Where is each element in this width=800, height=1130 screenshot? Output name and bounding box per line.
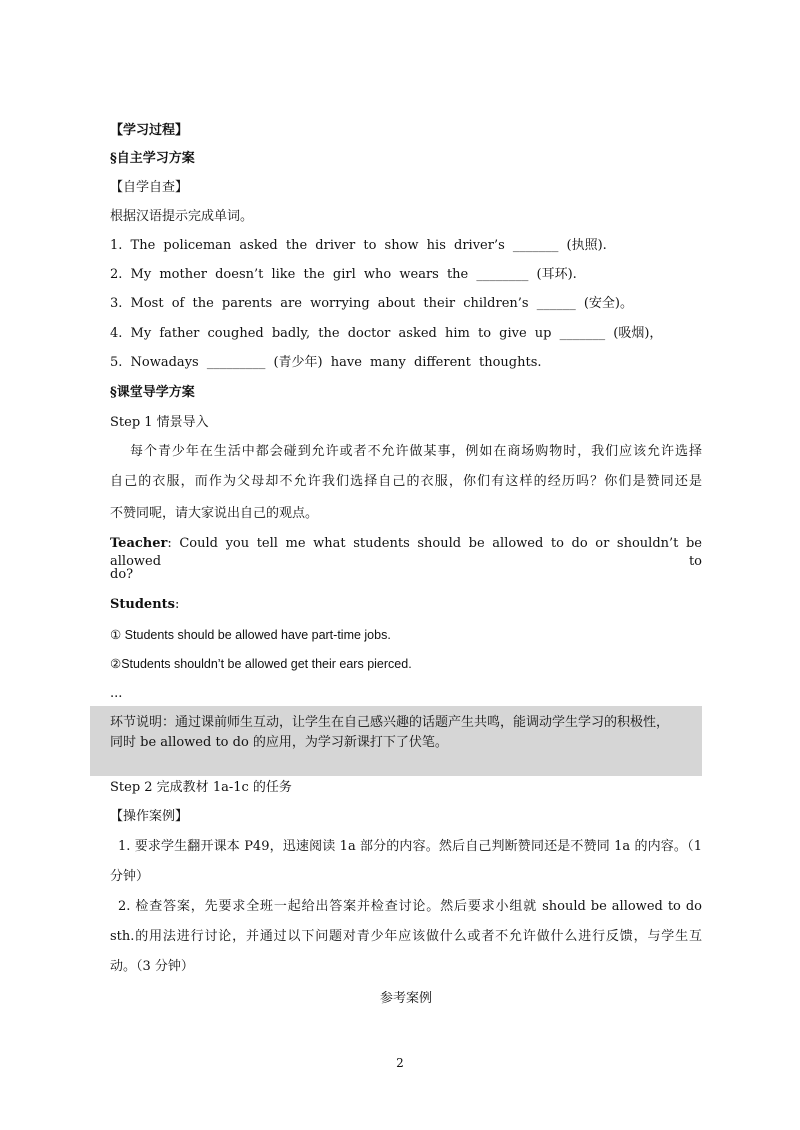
teacher-question: : Could you tell me what students should be allowed to do or shouldn’t be allowed to: [110, 536, 702, 569]
note-line: 环节说明：通过课前师生互动，让学生在自己感兴趣的话题产生共鸣，能调动学生学习的积极性，: [110, 715, 670, 730]
paragraph-line: 每个青少年在生活中都会碰到允许或者不允许做某事，例如在商场购物时，我们应该允许选择: [130, 444, 702, 459]
student-answer-2: ②Students shouldn’t be allowed get their ears pierced.: [110, 657, 412, 671]
teacher-line-2: do?: [110, 567, 134, 582]
case-1-line-2: 分钟）: [110, 869, 150, 884]
heading-classroom-plan: §课堂导学方案: [110, 385, 195, 400]
question-4: 4. My father coughed badly, the doctor asked him to give up _______ (吸烟)，: [110, 326, 663, 341]
reference-case-title: 参考案例: [379, 991, 432, 1006]
paragraph-line: 不赞同呢，请大家说出自己的观点。: [110, 506, 319, 521]
heading-learning-process: 【学习过程】: [110, 123, 189, 138]
note-box: [90, 706, 702, 776]
students-line: [110, 596, 702, 614]
case-1-line: 1. 要求学生翻开课本 P49，迅速阅读 1a 部分的内容。然后自己判断赞同还是不赞同 1a 的内容。（1: [118, 839, 702, 854]
students-colon: :: [174, 597, 180, 612]
note-line: 同时 be allowed to do 的应用，为学习新课打下了伏笔。: [110, 735, 448, 750]
case-2-line-3: 动。（3 分钟）: [110, 959, 194, 974]
page-number: 2: [396, 1056, 404, 1070]
ellipsis-text: ...: [110, 686, 123, 701]
question-3: 3. Most of the parents are worrying about their children’s ______ (安全)。: [110, 296, 633, 311]
students-label: Students: [110, 597, 175, 612]
student-answer-1: ① Students should be allowed have part-time jobs.: [110, 628, 391, 642]
case-2-line: 2. 检查答案，先要求全班一起给出答案并检查讨论。然后要求小组就 should be allowed to do: [118, 899, 702, 914]
heading-self-check: 【自学自查】: [110, 180, 189, 195]
step-1-title: Step 1 情景导入: [110, 415, 209, 430]
question-1: 1. The policeman asked the driver to show his driver’s _______ (执照).: [110, 238, 607, 253]
question-5: 5. Nowadays _________ (青少年) have many different thoughts.: [110, 355, 542, 370]
teacher-label: Teacher: [110, 536, 168, 551]
step-2-title: Step 2 完成教材 1a-1c 的任务: [110, 780, 292, 795]
case-2-line-2: sth.的用法进行讨论，并通过以下问题对青少年应该做什么或者不允许做什么进行反馈，与学生互: [110, 929, 702, 944]
paragraph-line: 自己的衣服，而作为父母却不允许我们选择自己的衣服，你们有这样的经历吗？你们是赞同还是: [110, 474, 702, 489]
heading-self-study-plan: §自主学习方案: [110, 151, 195, 166]
question-2: 2. My mother doesn’t like the girl who wears the ________ (耳环).: [110, 267, 577, 282]
heading-case: 【操作案例】: [110, 809, 189, 824]
instruction-text: 根据汉语提示完成单词。: [110, 209, 254, 224]
